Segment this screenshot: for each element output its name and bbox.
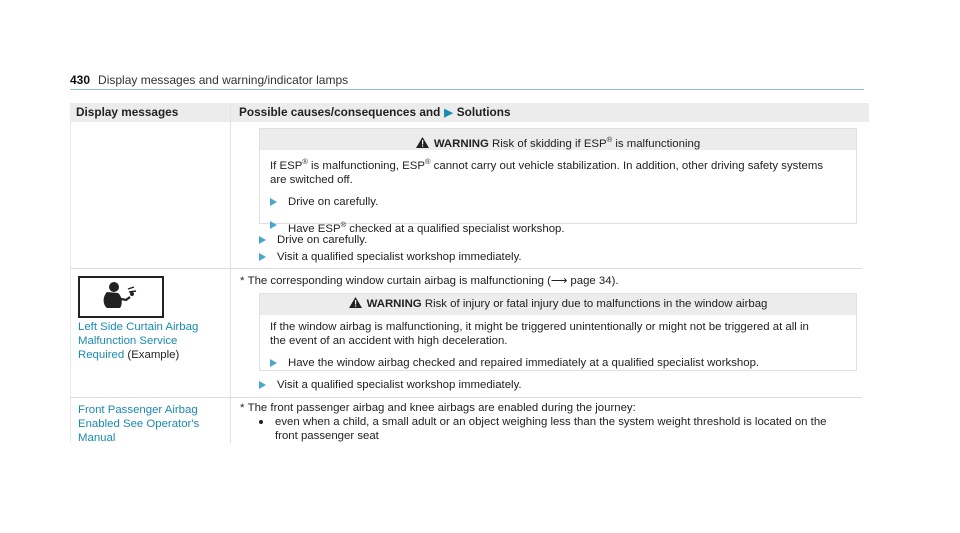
warning-text: If ESP® is malfunctioning, ESP® cannot carry out vehicle stabilization. In addition, other driving safety systems are switched off. xyxy=(270,157,824,186)
bullet-dot xyxy=(259,420,263,424)
cause-bullet: even when a child, a small adult or an object weighing less than the system weight threshold is located on the front passenger seat xyxy=(259,415,827,443)
warning-title-rest: is malfunctioning xyxy=(612,138,701,150)
airbag-seat-icon xyxy=(78,276,164,318)
display-message-curtain-airbag: Left Side Curtain Airbag Malfunction Service Required (Example) xyxy=(78,321,199,361)
page-number: 430 xyxy=(70,73,91,87)
warning-title: Risk of skidding if ESP xyxy=(492,138,607,150)
warning-label: WARNING xyxy=(433,138,489,150)
row-divider xyxy=(70,268,862,269)
warning-header xyxy=(260,129,856,150)
step-arrow-icon xyxy=(259,381,266,389)
solution-step: Drive on carefully. xyxy=(259,233,367,247)
header-rule xyxy=(70,89,864,90)
window-airbag-warning-box xyxy=(259,293,857,371)
arrow-icon: ▶ xyxy=(444,107,453,119)
display-message-passenger-airbag: Front Passenger Airbag Enabled See Operator's Manual xyxy=(78,404,200,444)
warning-title: Risk of injury or fatal injury due to malfunctions in the window airbag xyxy=(424,298,768,310)
warning-header xyxy=(260,294,856,315)
warning-step: Have ESP® checked at a qualified specialist workshop. xyxy=(270,218,846,236)
col-header-display-messages: Display messages xyxy=(70,103,234,122)
row-divider xyxy=(70,397,862,398)
step-arrow-icon xyxy=(270,359,277,367)
solution-step: Visit a qualified specialist workshop immediately. xyxy=(259,378,522,392)
page-header xyxy=(70,73,348,87)
warning-icon xyxy=(416,137,429,148)
column-divider xyxy=(230,103,231,443)
step-arrow-icon xyxy=(270,198,277,206)
page-header-title: Display messages and warning/indicator lamps xyxy=(98,73,349,87)
warning-icon xyxy=(349,297,362,308)
page-reference-arrow: ⟶ xyxy=(550,275,568,287)
warning-label: WARNING xyxy=(366,298,422,310)
registered-mark: ® xyxy=(606,135,613,144)
col-header-solutions xyxy=(231,103,869,122)
step-arrow-icon xyxy=(259,236,266,244)
solution-step: Visit a qualified specialist workshop immediately. xyxy=(259,250,522,264)
warning-step: Have the window airbag checked and repaired immediately at a qualified specialist workshop. xyxy=(270,356,846,370)
table-left-edge xyxy=(70,122,71,443)
warning-step: Drive on carefully. xyxy=(270,195,846,209)
col-header-causes: Possible causes/consequences and xyxy=(239,105,441,119)
esp-warning-box xyxy=(259,128,857,235)
cause-text: * The corresponding window curtain airbag is malfunctioning (⟶ page 34). xyxy=(240,275,619,287)
cause-text: * The front passenger airbag and knee airbags are enabled during the journey: xyxy=(240,402,636,414)
col-header-solutions-label: Solutions xyxy=(456,105,511,119)
step-arrow-icon xyxy=(259,253,266,261)
warning-text: If the window airbag is malfunctioning, it might be triggered unintentionally or might not be triggered at all in the event of an accident with high deceleration. xyxy=(270,321,809,347)
step-arrow-icon xyxy=(270,221,277,229)
